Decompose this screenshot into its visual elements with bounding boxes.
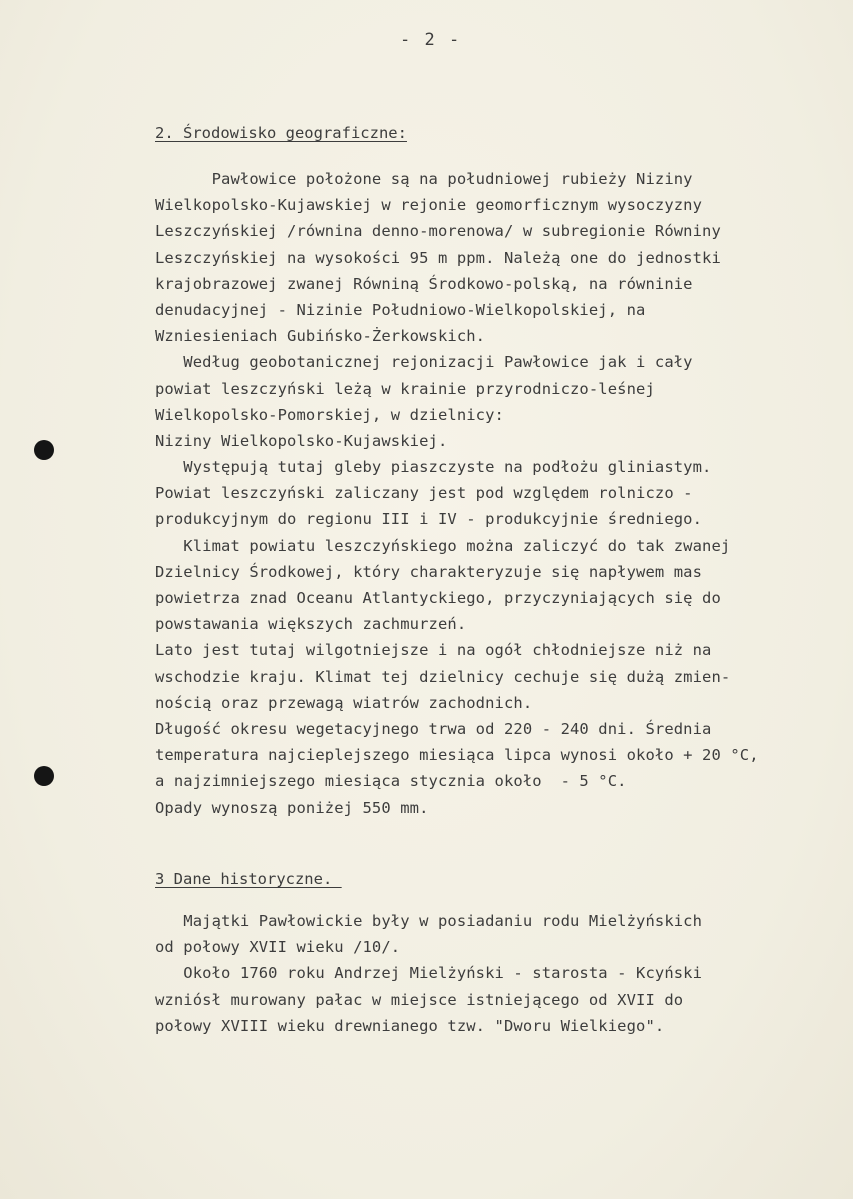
- text-line: temperatura najcieplejszego miesiąca lipca wynosi około + 20 °C,: [155, 746, 759, 765]
- text-line: powstawania większych zachmurzeń.: [155, 615, 467, 634]
- text-line: Opady wynoszą poniżej 550 mm.: [155, 798, 429, 817]
- text-line: wschodzie kraju. Klimat tej dzielnicy cechuje się dużą zmien-: [155, 667, 731, 686]
- text-line: Leszczyńskiej /równina denno-morenowa/ w subregionie Równiny: [155, 222, 721, 241]
- section-heading-environment: 2. Środowisko geograficzne:: [155, 124, 407, 142]
- section-body-history: [155, 908, 835, 1039]
- text-line: Wielkopolsko-Pomorskiej, w dzielnicy:: [155, 405, 504, 424]
- text-line: a najzimniejszego miesiąca stycznia około - 5 °C.: [155, 772, 627, 791]
- text-line: Niziny Wielkopolsko-Kujawskiej.: [155, 431, 448, 450]
- punch-hole-bottom: [34, 766, 54, 786]
- page-number: - 2 -: [400, 30, 462, 50]
- text-line: Pawłowice położone są na południowej rubieży Niziny: [155, 170, 693, 188]
- text-line: Leszczyńskiej na wysokości 95 m ppm. Należą one do jednostki: [155, 248, 721, 267]
- text-line: Długość okresu wegetacyjnego trwa od 220 - 240 dni. Średnia: [155, 719, 712, 738]
- section-heading-history: 3 Dane historyczne._: [155, 870, 342, 888]
- text-line: połowy XVIII wieku drewnianego tzw. "Dworu Wielkiego".: [155, 1016, 665, 1035]
- text-line: Według geobotanicznej rejonizacji Pawłowice jak i cały: [155, 353, 693, 372]
- text-line: denudacyjnej - Nizinie Południowo-Wielkopolskiej, na: [155, 300, 646, 319]
- punch-hole-top: [34, 440, 54, 460]
- text-line: Wzniesieniach Gubińsko-Żerkowskich.: [155, 327, 486, 346]
- text-line: powietrza znad Oceanu Atlantyckiego, przyczyniających się do: [155, 589, 721, 607]
- text-line: krajobrazowej zwanej Równiną Środkowo-polską, na równinie: [155, 274, 693, 293]
- text-line: Około 1760 roku Andrzej Mielżyński - starosta - Kcyński: [155, 964, 703, 983]
- text-line: Lato jest tutaj wilgotniejsze i na ogół chłodniejsze niż na: [155, 641, 712, 660]
- text-line: od połowy XVII wieku /10/.: [155, 938, 401, 957]
- text-line: Majątki Pawłowickie były w posiadaniu rodu Mielżyńskich: [155, 912, 703, 930]
- text-line: powiat leszczyński leżą w krainie przyrodniczo-leśnej: [155, 379, 655, 398]
- text-line: nością oraz przewagą wiatrów zachodnich.: [155, 693, 533, 712]
- section-body-environment: [155, 166, 835, 821]
- text-line: Powiat leszczyński zaliczany jest pod względem rolniczo -: [155, 484, 693, 503]
- text-line: produkcyjnym do regionu III i IV - produkcyjnie średniego.: [155, 510, 703, 529]
- text-line: Klimat powiatu leszczyńskiego można zaliczyć do tak zwanej: [155, 536, 731, 555]
- text-line: Dzielnicy Środkowej, który charakteryzuje się napływem mas: [155, 562, 703, 581]
- text-line: wzniósł murowany pałac w miejsce istniejącego od XVII do: [155, 990, 684, 1009]
- text-line: Wielkopolsko-Kujawskiej w rejonie geomorficznym wysoczyzny: [155, 196, 703, 215]
- text-line: Występują tutaj gleby piaszczyste na podłożu gliniastym.: [155, 458, 712, 477]
